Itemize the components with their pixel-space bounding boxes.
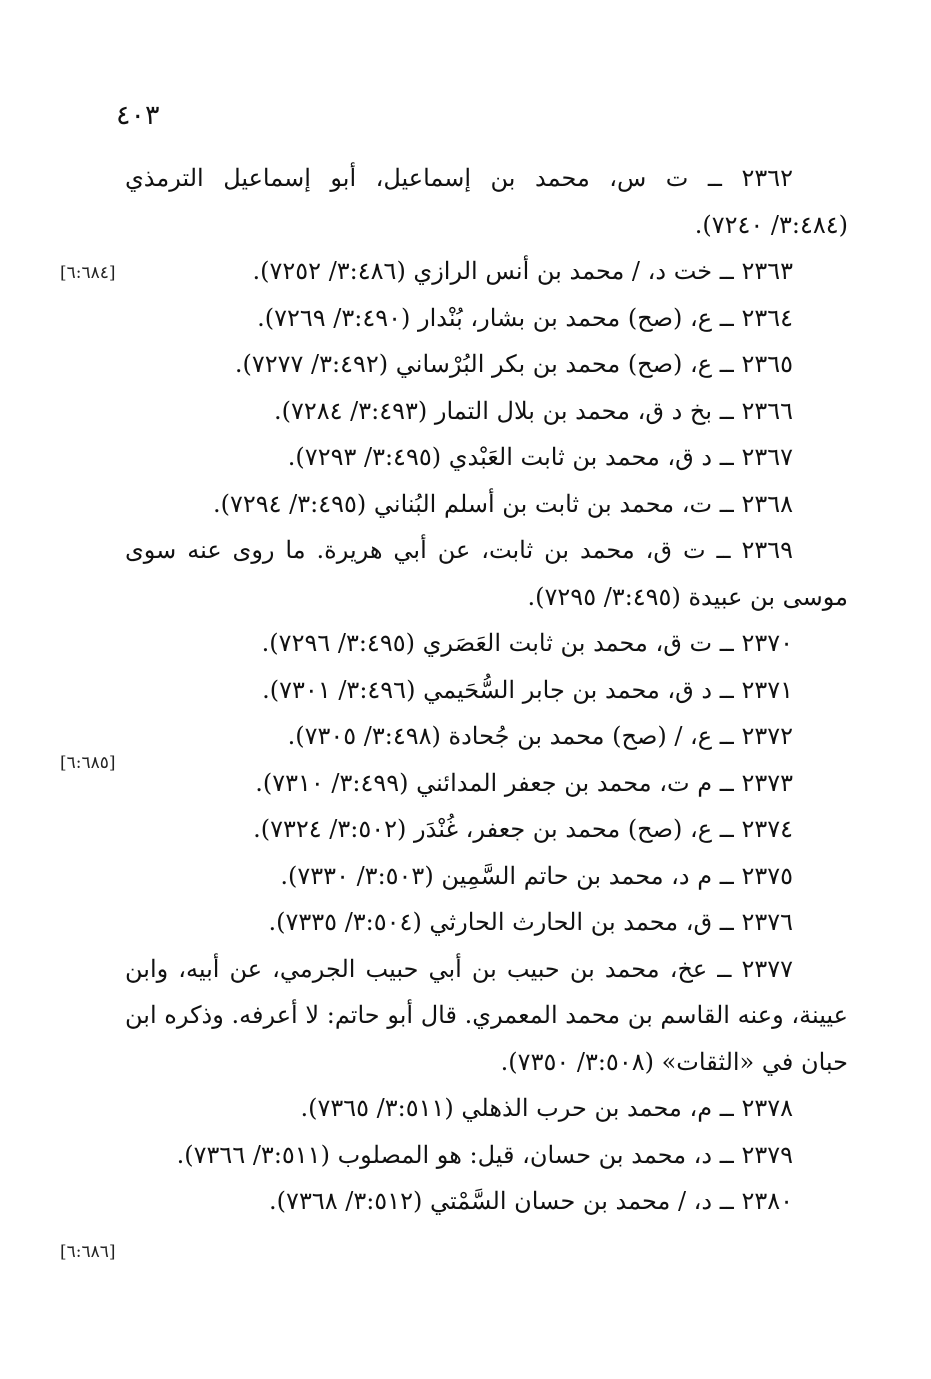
entry-line: موسى بن عبيدة (٣:٤٩٥/ ٧٢٩٥). [527, 582, 848, 611]
entry-2374 [125, 806, 793, 853]
entries-list [125, 155, 848, 1225]
entry-line: ٢٣٦٧ ــ د ق، محمد بن ثابت العَبْدي (٣:٤٩٥/ ٧٢٩٣). [287, 443, 793, 471]
entry-line: ٢٣٦٢ ــ ت س، محمد بن إسماعيل، أبو إسماعيل الترمذي [125, 164, 793, 192]
entry-2371 [125, 667, 793, 714]
entry-line: (٣:٤٨٤/ ٧٢٤٠). [694, 210, 848, 239]
entry-2372 [125, 713, 793, 760]
entry-line: عيينة، وعنه القاسم بن محمد المعمري. قال أبو حاتم: لا أعرفه. وذكره ابن [125, 1001, 848, 1029]
entry-2369 [125, 527, 848, 620]
margin-reference: [٦:٦٨٥] [60, 753, 116, 773]
margin-reference: [٦:٦٨٤] [60, 263, 116, 283]
entry-2377 [125, 946, 848, 1086]
entry-2367 [125, 434, 793, 481]
entry-line: ٢٣٧٩ ــ د، محمد بن حسان، قيل: هو المصلوب (٣:٥١١/ ٧٣٦٦). [176, 1140, 793, 1169]
entry-line: ٢٣٧١ ــ د ق، محمد بن جابر السُّحَيمي (٣:٤٩٦/ ٧٣٠١). [262, 675, 793, 704]
entry-line: ٢٣٧٣ ــ م ت، محمد بن جعفر المدائني (٣:٤٩٩/ ٧٣١٠). [255, 768, 793, 797]
entry-2378 [125, 1085, 793, 1132]
page-number: ٤٠٣ [116, 100, 160, 131]
entry-line: ٢٣٧٧ ــ عخ، محمد بن حبيب بن أبي حبيب الجرمي، عن أبيه، وابن [125, 954, 793, 983]
entry-2364 [125, 295, 793, 342]
entry-line: ٢٣٦٦ ــ بخ د ق، محمد بن بلال التمار (٣:٤٩٣/ ٧٢٨٤). [273, 396, 793, 425]
entry-2380 [125, 1178, 793, 1225]
entry-line: ٢٣٦٣ ــ خت د، / محمد بن أنس الرازي (٣:٤٨٦/ ٧٢٥٢). [252, 257, 793, 285]
entry-2362 [125, 155, 848, 248]
entry-2365 [125, 341, 793, 388]
entry-line: ٢٣٦٨ ــ ت، محمد بن ثابت بن أسلم البُناني (٣:٤٩٥/ ٧٢٩٤). [212, 489, 793, 518]
entry-line: ٢٣٨٠ ــ د، / محمد بن حسان السَّمْتي (٣:٥١٢/ ٧٣٦٨). [269, 1187, 793, 1215]
entry-2376 [125, 899, 793, 946]
margin-reference: [٦:٦٨٦] [60, 1242, 116, 1262]
entry-2363 [125, 248, 793, 295]
entry-2375 [125, 853, 793, 900]
entry-line: ٢٣٧٦ ــ ق، محمد بن الحارث الحارثي (٣:٥٠٤/ ٧٣٣٥). [268, 908, 793, 936]
entry-line: ٢٣٦٩ ــ ت ق، محمد بن ثابت، عن أبي هريرة. ما روى عنه سوى [125, 536, 793, 564]
entry-2373 [125, 760, 793, 807]
entry-line: ٢٣٧٠ ــ ت ق، محمد بن ثابت العَصَري (٣:٤٩٥/ ٧٢٩٦). [261, 629, 793, 657]
entry-line: ٢٣٧٨ ــ م، محمد بن حرب الذهلي (٣:٥١١/ ٧٣٦٥). [300, 1094, 793, 1122]
entry-line: ٢٣٦٥ ــ ع، (صح) محمد بن بكر البُرْساني (٣:٤٩٢/ ٧٢٧٧). [234, 350, 793, 378]
entry-line: ٢٣٧٥ ــ م د، محمد بن حاتم السَّمِين (٣:٥٠٣/ ٧٣٣٠). [280, 861, 793, 890]
entry-line: ٢٣٦٤ ــ ع، (صح) محمد بن بشار، بُنْدار (٣:٤٩٠/ ٧٢٦٩). [257, 303, 793, 332]
entry-line: ٢٣٧٤ ــ ع، (صح) محمد بن جعفر، غُنْدَر (٣:٥٠٢/ ٧٣٢٤). [253, 815, 793, 843]
entry-2379 [125, 1132, 793, 1179]
entry-2370 [125, 620, 793, 667]
entry-line: حبان في «الثقات» (٣:٥٠٨/ ٧٣٥٠). [500, 1047, 848, 1076]
entry-2366 [125, 388, 793, 435]
entry-2368 [125, 481, 793, 528]
entry-line: ٢٣٧٢ ــ ع، / (صح) محمد بن جُحادة (٣:٤٩٨/ ٧٣٠٥). [287, 722, 793, 750]
